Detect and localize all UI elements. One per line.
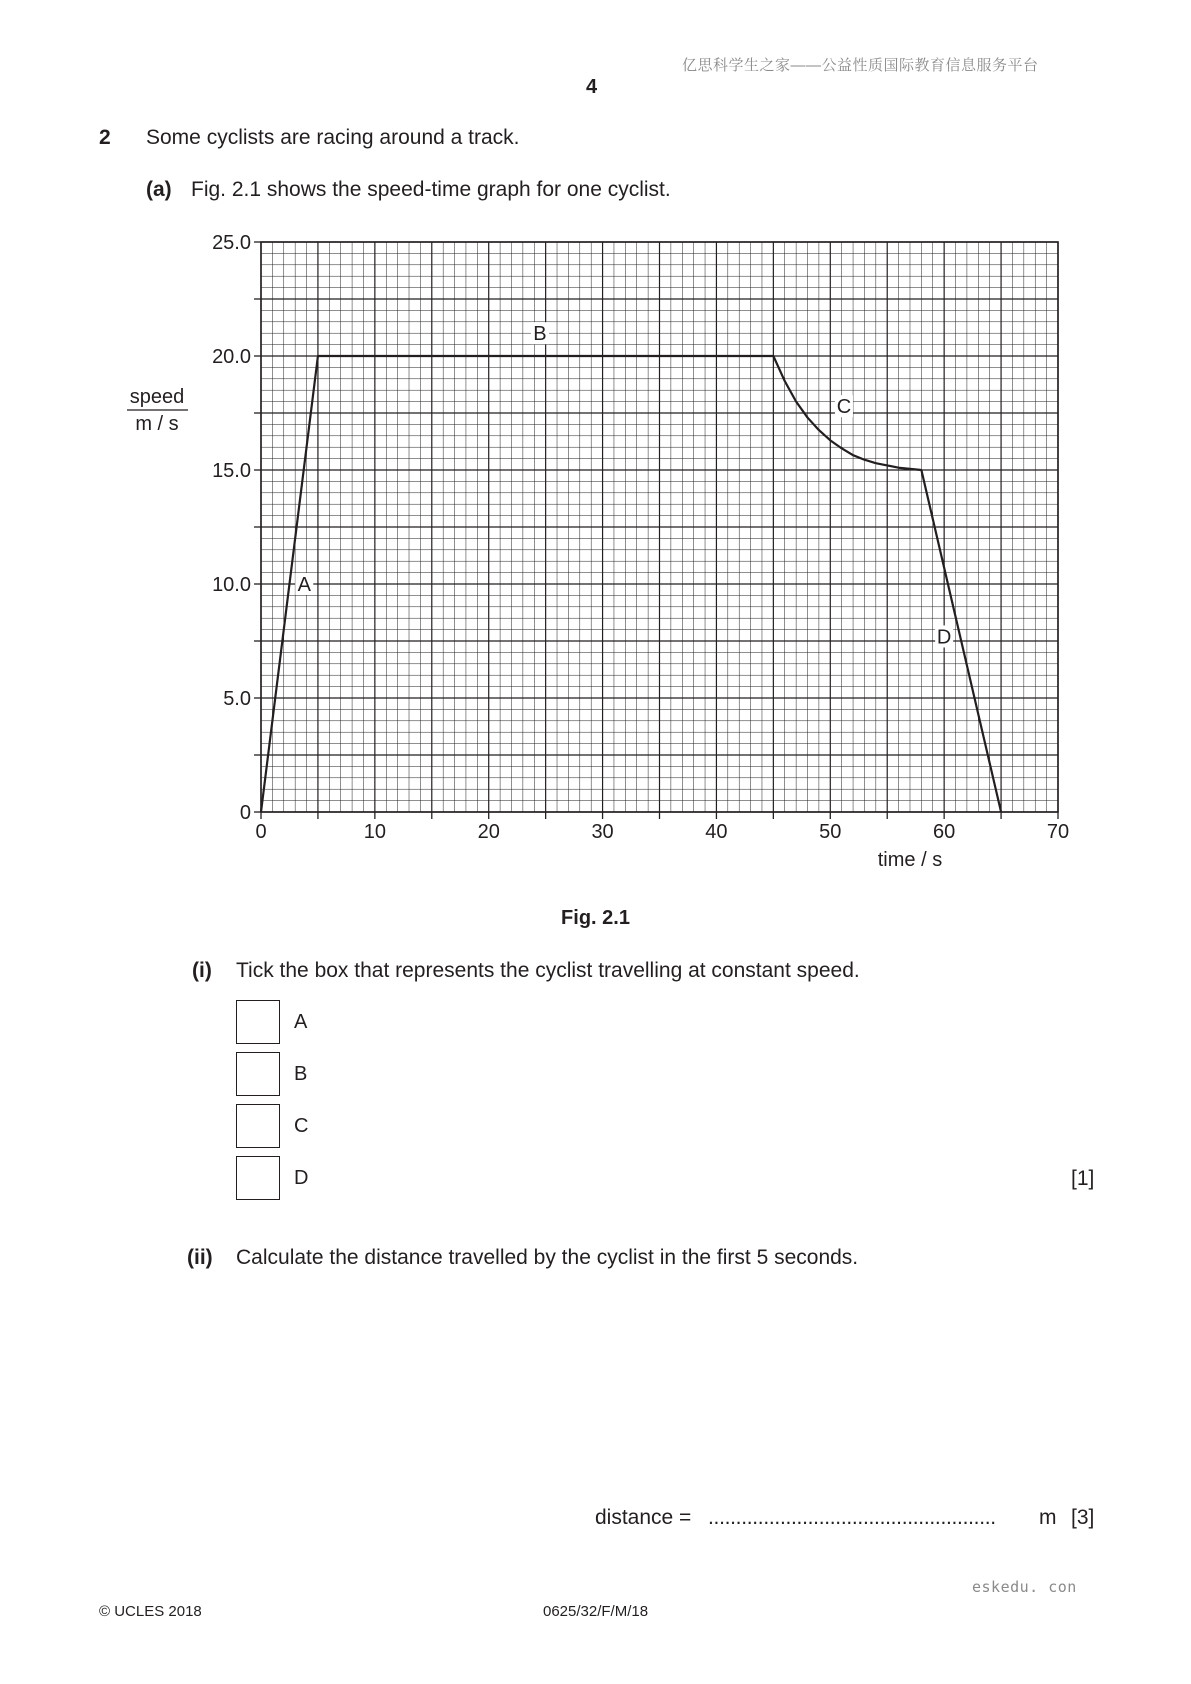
option-label-a: A — [294, 1011, 308, 1033]
y-axis-label-top: speed — [129, 386, 185, 408]
option-label-c: C — [294, 1115, 309, 1137]
y-tick-label: 20.0 — [212, 346, 251, 368]
x-axis-label: time / s — [877, 849, 943, 871]
answer-label: distance = — [595, 1506, 692, 1529]
footer-code: 0625/32/F/M/18 — [543, 1603, 649, 1620]
option-label-d: D — [294, 1167, 309, 1189]
part-a-text: Fig. 2.1 shows the speed-time graph for one cyclist. — [191, 178, 671, 201]
annotation-label-d: D — [936, 626, 952, 649]
x-tick-label: 30 — [591, 821, 614, 843]
speed-time-chart — [110, 225, 1070, 885]
question-text: Some cyclists are racing around a track. — [146, 126, 520, 149]
tick-box-c[interactable] — [236, 1104, 280, 1148]
annotation-label-a: A — [297, 574, 311, 596]
option-label-b: B — [294, 1063, 308, 1085]
tick-box-a[interactable] — [236, 1000, 280, 1044]
answer-line[interactable]: .................................................... — [708, 1506, 996, 1529]
footer-copyright: © UCLES 2018 — [99, 1603, 202, 1620]
y-axis-label-bottom: m / s — [135, 413, 179, 435]
part-i-marks: [1] — [1071, 1167, 1095, 1190]
tick-box-d[interactable] — [236, 1156, 280, 1200]
x-tick-label: 20 — [477, 821, 500, 843]
y-tick-label: 25.0 — [212, 232, 251, 254]
watermark-top: 亿思科学生之家——公益性质国际教育信息服务平台 — [682, 57, 1039, 74]
part-i-text: Tick the box that represents the cyclist travelling at constant speed. — [236, 959, 860, 982]
x-tick-label: 10 — [363, 821, 386, 843]
part-a-label: (a) — [146, 178, 172, 201]
y-tick-label: 15.0 — [212, 460, 251, 482]
question-number: 2 — [99, 126, 111, 149]
part-ii-text: Calculate the distance travelled by the cyclist in the first 5 seconds. — [236, 1246, 859, 1269]
chart-annotations — [295, 322, 953, 648]
x-tick-label: 60 — [933, 821, 956, 843]
x-tick-label: 50 — [819, 821, 842, 843]
x-tick-label: 0 — [255, 821, 267, 843]
figure-caption: Fig. 2.1 — [561, 907, 630, 929]
y-tick-label: 0 — [239, 802, 251, 824]
part-ii-marks: [3] — [1071, 1506, 1095, 1529]
answer-unit: m — [1039, 1506, 1057, 1529]
chart-grid-major — [261, 242, 1058, 812]
page-number: 4 — [586, 76, 598, 98]
annotation-label-c: C — [836, 396, 852, 419]
y-tick-label: 10.0 — [212, 574, 251, 596]
y-tick-label: 5.0 — [223, 688, 251, 710]
x-tick-label: 40 — [705, 821, 728, 843]
tick-box-b[interactable] — [236, 1052, 280, 1096]
watermark-bottom: eskedu. con — [972, 1578, 1077, 1596]
x-tick-label: 70 — [1046, 821, 1070, 843]
part-i-label: (i) — [192, 959, 212, 982]
part-ii-label: (ii) — [187, 1246, 213, 1269]
annotation-label-b: B — [533, 323, 547, 346]
